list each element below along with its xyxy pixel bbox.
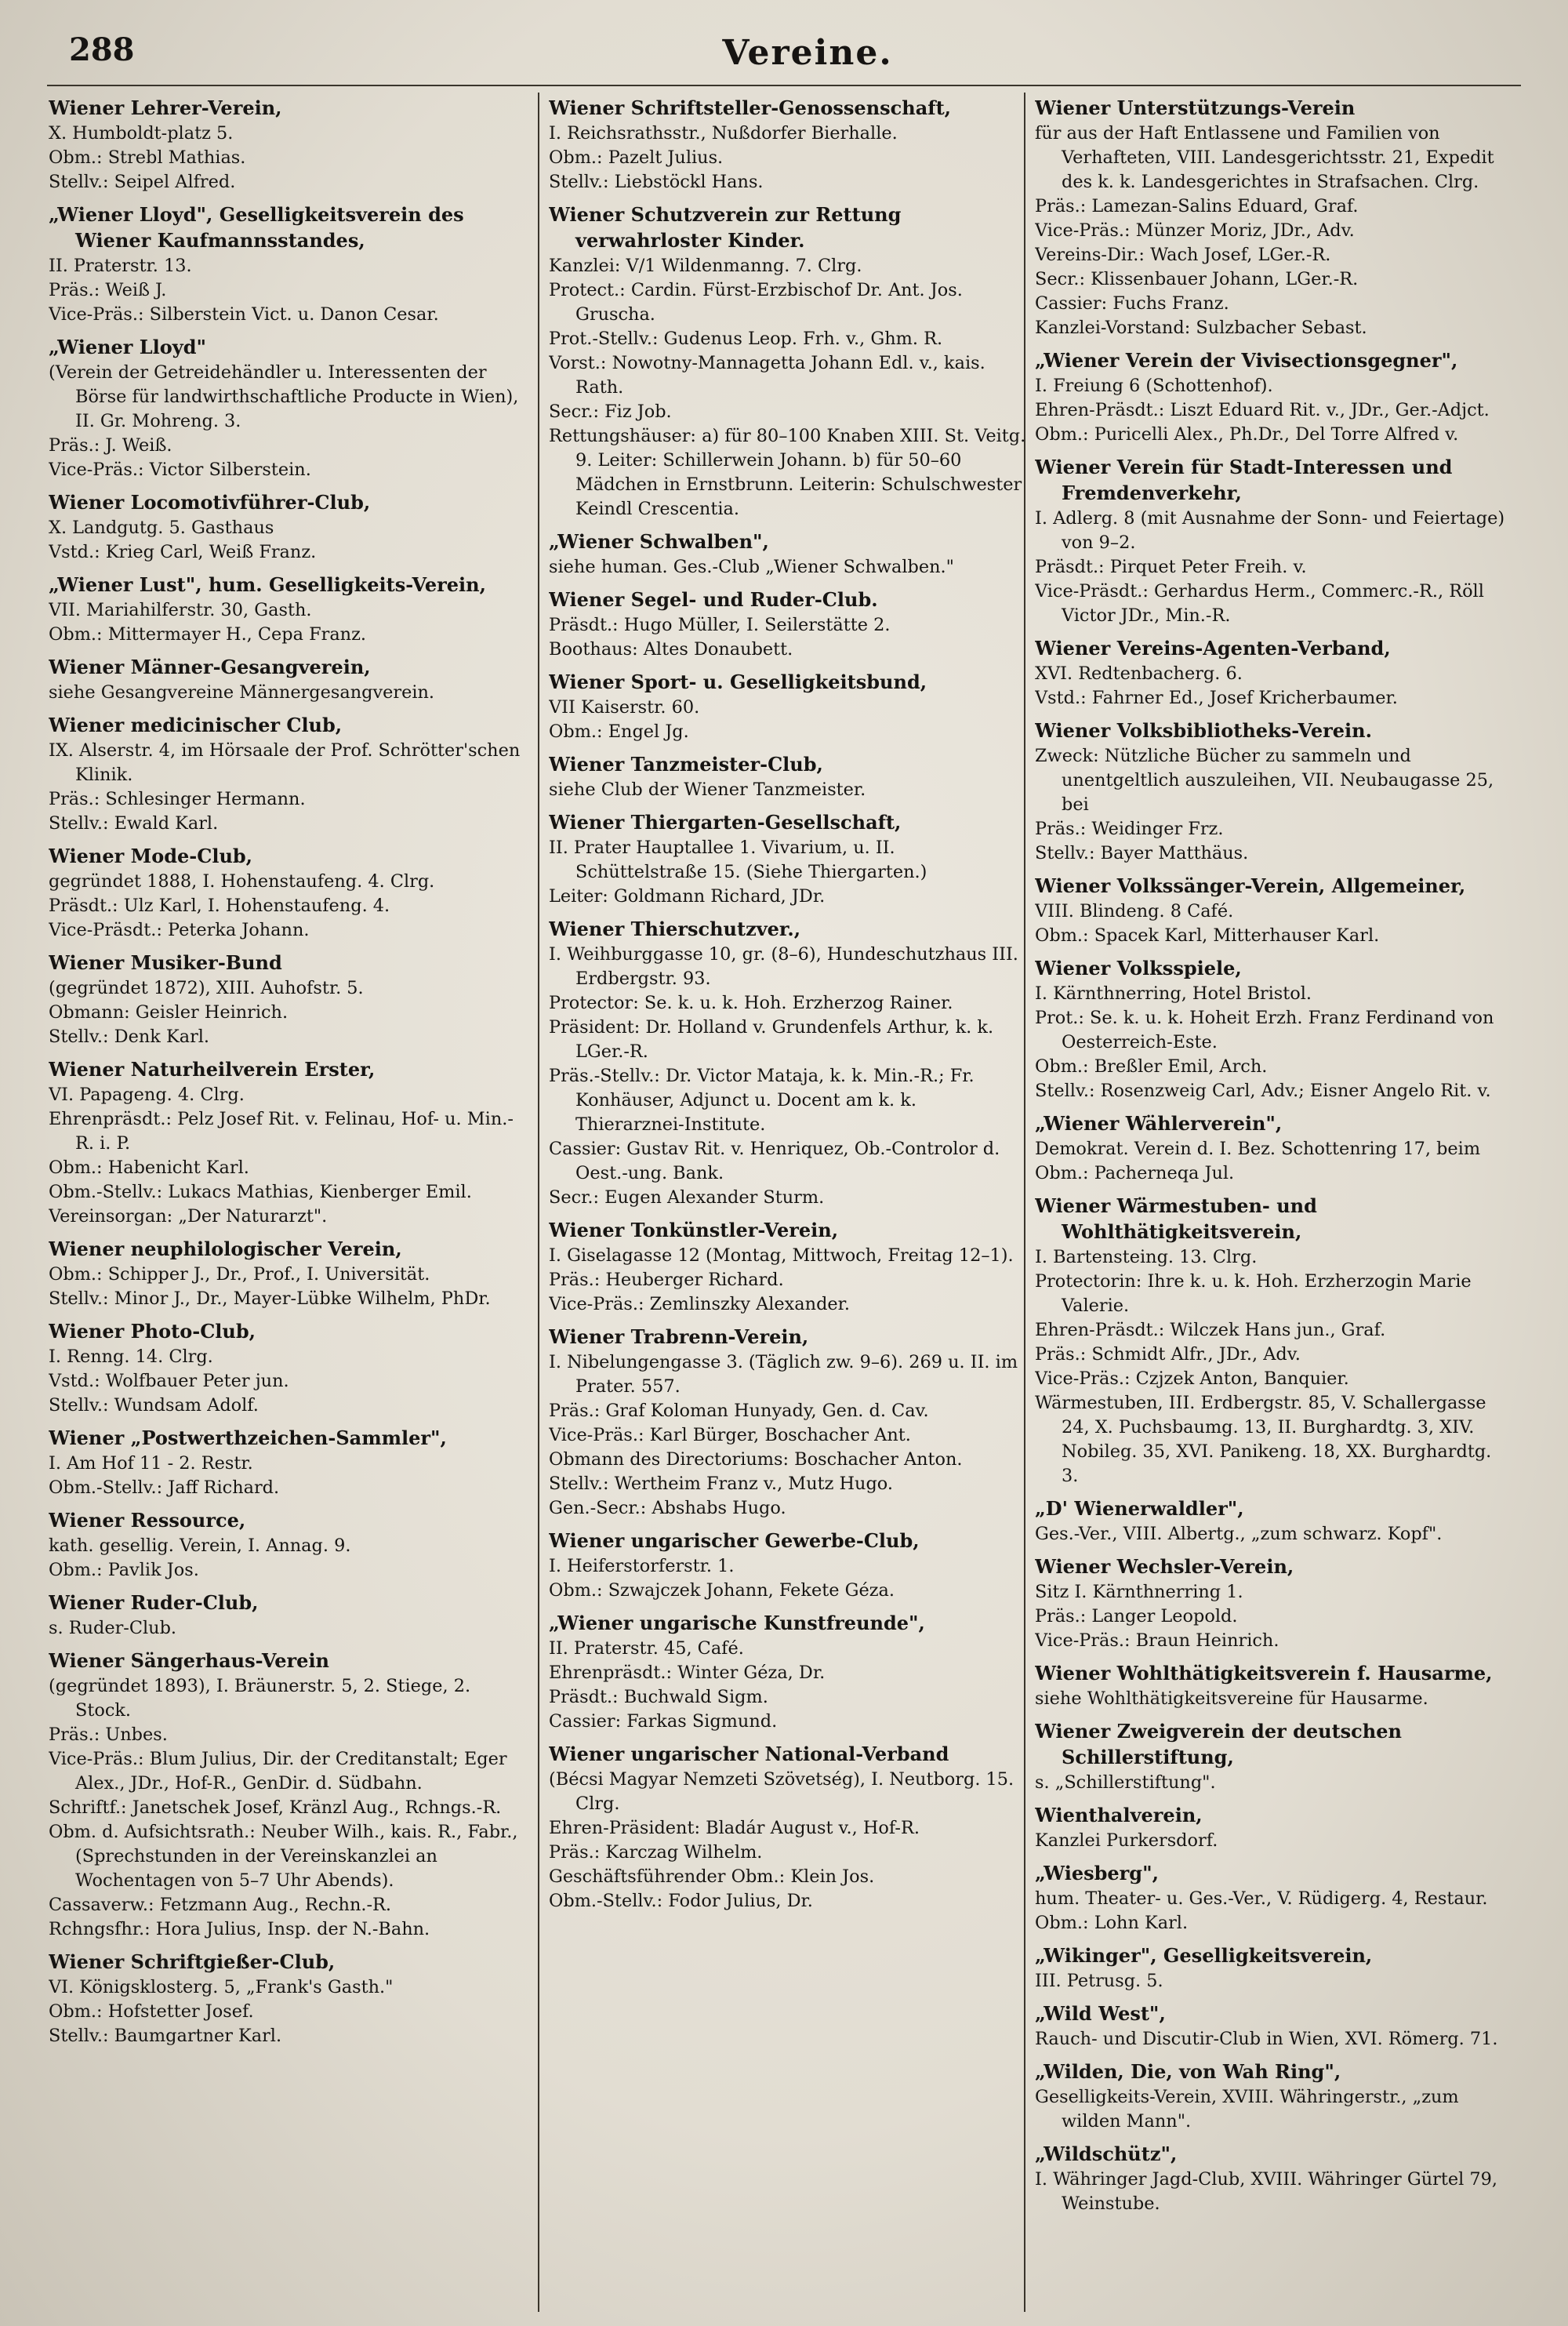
entry-heading: „Wiener Lloyd" [49,336,207,358]
entry-heading: „Wiener Lust", hum. Geselligkeits-Verein, [49,573,486,596]
entry-heading: Wiener Thierschutzver., [549,918,801,940]
directory-entry [1035,1803,1513,1853]
entry-line: Präs.: Karczag Wilhelm. [549,1842,763,1863]
entry-line: Präsdt.: Ulz Karl, I. Hohenstaufeng. 4. [49,896,390,916]
directory-entry [1035,636,1513,711]
directory-entry [49,1590,527,1641]
entry-heading: Wiener Sängerhaus-Verein [49,1649,330,1672]
directory-entry [49,1057,527,1229]
entry-line: Obm.: Habenicht Karl. [49,1158,249,1178]
entry-line: Obm.: Hofstetter Josef. [49,2001,254,2022]
entry-heading: Wiener Ressource, [49,1509,246,1532]
entry-line: s. „Schillerstiftung". [1035,1772,1216,1793]
entry-line: Stellv.: Bayer Matthäus. [1035,843,1249,863]
directory-entry [549,1611,1027,1734]
entry-line: Vice-Präs.: Karl Bürger, Boschacher Ant. [549,1425,911,1445]
entry-line: Obm.: Breßler Emil, Arch. [1035,1056,1268,1077]
entry-heading: „Wiener ungarische Kunstfreunde", [549,1612,925,1634]
entry-heading: Wienthalverein, [1035,1804,1203,1826]
directory-entry [49,1950,527,2048]
entry-line: Vice-Präs.: Victor Silberstein. [49,460,311,480]
entry-line: Ehren-Präsident: Bladár August v., Hof-R. [549,1818,920,1838]
directory-entry [1035,2059,1513,2134]
entry-line: III. Petrusg. 5. [1035,1971,1163,1991]
directory-entry [49,202,527,327]
directory-entry [49,335,527,482]
entry-line: VI. Königsklosterg. 5, „Frank's Gasth." [49,1977,394,1997]
entry-line: Cassier: Gustav Rit. v. Henriquez, Ob.-Controlor d. Oest.-ung. Bank. [549,1139,1000,1183]
entry-heading: Wiener Volksspiele, [1035,957,1242,979]
entry-line: hum. Theater- u. Ges.-Ver., V. Rüdigerg. 4, Restaur. [1035,1888,1488,1909]
directory-entry [1035,1194,1513,1488]
directory-entry [549,587,1027,662]
entry-line: s. Ruder-Club. [49,1618,177,1638]
directory-entry [49,950,527,1049]
directory-entry [49,844,527,943]
directory-entry [1035,1661,1513,1711]
entry-line: Wärmestuben, III. Erdbergstr. 85, V. Schallergasse 24, X. Puchsbaumg. 13, II. Burghardtg. 3, XIV. Nobileg. 35, XVI. Panikeng. 18, XX. Burghardtg. 3. [1035,1393,1492,1486]
entry-heading: Wiener neuphilologischer Verein, [49,1238,402,1260]
entry-line: Stellv.: Seipel Alfred. [49,172,236,192]
entry-line: Secr.: Klissenbauer Johann, LGer.-R. [1035,269,1359,289]
column-2 [549,96,1027,2307]
entry-heading: Wiener Naturheilverein Erster, [49,1058,376,1081]
entry-line: Stellv.: Denk Karl. [49,1027,210,1047]
directory-entry [49,1237,527,1311]
entry-line: Präsdt.: Buchwald Sigm. [549,1687,768,1707]
directory-entry [1035,1111,1513,1186]
directory-entry [1035,348,1513,447]
entry-line: Cassier: Fuchs Franz. [1035,293,1229,314]
entry-line: Vice-Präs.: Blum Julius, Dir. der Creditanstalt; Eger Alex., JDr., Hof-R., GenDir. d. Südbahn. [49,1749,507,1794]
entry-line: VII Kaiserstr. 60. [549,697,700,718]
entry-line: Geselligkeits-Verein, XVIII. Währingerstr., „zum wilden Mann". [1035,2087,1459,2132]
entry-line: Obm.: Pazelt Julius. [549,147,724,168]
entry-heading: Wiener Männer-Gesangverein, [49,656,371,678]
entry-line: Obm. d. Aufsichtsrath.: Neuber Wilh., kais. R., Fabr., (Sprechstunden in der Vereinskanzlei an Wochentagen von 5–7 Uhr Abends). [49,1822,518,1891]
entry-heading: Wiener ungarischer Gewerbe-Club, [549,1529,920,1552]
entry-line: Obm.-Stellv.: Jaff Richard. [49,1477,280,1498]
entry-line: Obm.: Strebl Mathias. [49,147,246,168]
entry-line: Ges.-Ver., VIII. Albertg., „zum schwarz. Kopf". [1035,1524,1443,1544]
entry-line: Gen.-Secr.: Abshabs Hugo. [549,1498,786,1518]
entry-line: siehe Gesangvereine Männergesangverein. [49,682,435,703]
entry-line: Vice-Präs.: Zemlinszky Alexander. [549,1294,851,1314]
directory-entry [49,490,527,565]
directory-entry [49,655,527,705]
directory-entry [549,529,1027,580]
entry-line: Cassaverw.: Fetzmann Aug., Rechn.-R. [49,1895,392,1915]
entry-heading: Wiener Volksbibliotheks-Verein. [1035,719,1372,742]
entry-line: Boothaus: Altes Donaubett. [549,639,793,660]
directory-entry [549,1742,1027,1913]
entry-heading: Wiener Schutzverein zur Rettung verwahrloster Kinder. [549,203,902,252]
entry-line: Präs.: J. Weiß. [49,435,172,456]
entry-line: X. Landgutg. 5. Gasthaus [49,518,274,538]
page-title: Vereine. [722,33,893,73]
directory-entry [49,572,527,647]
directory-entry [1035,718,1513,866]
directory-entry [549,96,1027,194]
entry-line: Stellv.: Wertheim Franz v., Mutz Hugo. [549,1474,894,1494]
directory-entry [549,670,1027,744]
entry-line: Vstd.: Krieg Carl, Weiß Franz. [49,542,317,562]
entry-line: I. Renng. 14. Clrg. [49,1347,213,1367]
entry-line: X. Humboldt-platz 5. [49,123,234,144]
entry-heading: „Wilden, Die, von Wah Ring", [1035,2060,1341,2083]
directory-entry [49,96,527,194]
directory-entry [549,752,1027,802]
entry-line: Obm.: Spacek Karl, Mitterhauser Karl. [1035,925,1380,946]
entry-line: Vorst.: Nowotny-Mannagetta Johann Edl. v., kais. Rath. [549,353,985,398]
page-number: 288 [69,31,135,68]
entry-line: Präs.: Heuberger Richard. [549,1270,784,1290]
directory-entry [549,1325,1027,1521]
entry-line: Ehren-Präsdt.: Wilczek Hans jun., Graf. [1035,1320,1386,1340]
entry-line: Obm.: Lohn Karl. [1035,1913,1189,1933]
entry-line: Vice-Präs.: Braun Heinrich. [1035,1630,1279,1651]
entry-line: Präsdt.: Pirquet Peter Freih. v. [1035,557,1307,577]
directory-entry [1035,874,1513,948]
entry-heading: „Wiener Wählerverein", [1035,1112,1283,1135]
entry-line: I. Heiferstorferstr. 1. [549,1556,735,1576]
column-1 [49,96,527,2307]
entry-line: I. Am Hof 11 - 2. Restr. [49,1453,253,1474]
entry-line: Obm.: Pavlik Jos. [49,1560,199,1580]
directory-entry [549,1218,1027,1317]
entry-heading: Wiener Tonkünstler-Verein, [549,1219,839,1241]
entry-line: für aus der Haft Entlassene und Familien von Verhafteten, VIII. Landesgerichtsstr. 21, Expedit des k. k. Landesgerichtes in Strafsachen. Clrg. [1035,123,1494,192]
entry-line: Präsident: Dr. Holland v. Grundenfels Arthur, k. k. LGer.-R. [549,1017,994,1062]
entry-line: Obm.: Mittermayer H., Cepa Franz. [49,624,367,645]
entry-line: Präs.-Stellv.: Dr. Victor Mataja, k. k. Min.-R.; Fr. Konhäuser, Adjunct u. Docent am k. k. Thierarznei-Institute. [549,1066,975,1135]
entry-line: I. Kärnthnerring, Hotel Bristol. [1035,983,1312,1004]
directory-entry [549,810,1027,909]
directory-entry [1035,2142,1513,2216]
entry-line: Präs.: Unbes. [49,1725,168,1745]
entry-line: Stellv.: Wundsam Adolf. [49,1395,259,1416]
entry-line: Vice-Präs.: Czjzek Anton, Banquier. [1035,1368,1349,1389]
directory-entry [49,713,527,836]
entry-heading: Wiener Lehrer-Verein, [49,96,282,119]
entry-line: Präs.: Graf Koloman Hunyady, Gen. d. Cav. [549,1401,929,1421]
entry-line: Vstd.: Wolfbauer Peter jun. [49,1371,289,1391]
entry-line: I. Adlerg. 8 (mit Ausnahme der Sonn- und Feiertage) von 9–2. [1035,508,1505,553]
directory-entry [1035,96,1513,340]
entry-line: Obmann des Directoriums: Boschacher Anton. [549,1449,963,1470]
entry-heading: Wiener „Postwerthzeichen-Sammler", [49,1426,447,1449]
column-3 [1035,96,1513,2307]
entry-heading: Wiener Vereins-Agenten-Verband, [1035,637,1391,660]
entry-line: (gegründet 1872), XIII. Auhofstr. 5. [49,978,364,998]
entry-line: VIII. Blindeng. 8 Café. [1035,901,1234,921]
entry-line: I. Währinger Jagd-Club, XVIII. Währinger Gürtel 79, Weinstube. [1035,2169,1497,2214]
directory-entry [1035,1554,1513,1653]
entry-line: Vice-Präsdt.: Peterka Johann. [49,920,310,940]
entry-line: Präs.: Schlesinger Hermann. [49,789,306,809]
entry-line: Geschäftsführender Obm.: Klein Jos. [549,1866,875,1887]
entry-line: Prot.: Se. k. u. k. Hoheit Erzh. Franz Ferdinand von Oesterreich-Este. [1035,1008,1494,1052]
entry-heading: „Wiesberg", [1035,1862,1159,1884]
entry-heading: Wiener Segel- und Ruder-Club. [549,588,878,611]
entry-line: Protector: Se. k. u. k. Hoh. Erzherzog Rainer. [549,993,953,1013]
entry-heading: Wiener Zweigverein der deutschen Schillerstiftung, [1035,1720,1402,1768]
entry-heading: Wiener Wohlthätigkeitsverein f. Hausarme, [1035,1662,1493,1685]
entry-heading: Wiener Sport- u. Geselligkeitsbund, [549,671,927,693]
directory-entry [1035,455,1513,628]
entry-line: Obm.-Stellv.: Fodor Julius, Dr. [549,1891,813,1911]
entry-line: I. Nibelungengasse 3. (Täglich zw. 9–6). 269 u. II. im Prater. 557. [549,1352,1018,1397]
entry-line: Vereinsorgan: „Der Naturarzt". [49,1206,328,1227]
column-divider [538,93,539,2312]
entry-line: Ehrenpräsdt.: Winter Géza, Dr. [549,1663,826,1683]
entry-line: VI. Papageng. 4. Clrg. [49,1085,245,1105]
entry-heading: Wiener Musiker-Bund [49,951,282,974]
entry-line: Obmann: Geisler Heinrich. [49,1002,289,1023]
entry-line: Vice-Präs.: Münzer Moriz, JDr., Adv. [1035,220,1355,241]
entry-heading: Wiener Ruder-Club, [49,1591,259,1614]
entry-line: Präs.: Weidinger Frz. [1035,819,1224,839]
entry-line: Stellv.: Minor J., Dr., Mayer-Lübke Wilhelm, PhDr. [49,1288,491,1309]
entry-line: Präsdt.: Hugo Müller, I. Seilerstätte 2. [549,615,891,635]
entry-line: Präs.: Weiß J. [49,280,167,300]
entry-line: (Verein der Getreidehändler u. Interessenten der Börse für landwirthschaftliche Producte in Wien), II. Gr. Mohreng. 3. [49,362,519,431]
directory-entry [49,1648,527,1942]
directory-entry [1035,2001,1513,2052]
entry-line: I. Giselagasse 12 (Montag, Mittwoch, Freitag 12–1). [549,1245,1014,1266]
entry-line: Stellv.: Ewald Karl. [49,813,219,834]
entry-heading: Wiener Mode-Club, [49,845,253,867]
directory-entry [549,202,1027,522]
entry-line: Ehren-Präsdt.: Liszt Eduard Rit. v., JDr., Ger.-Adjct. [1035,400,1490,420]
entry-heading: Wiener Trabrenn-Verein, [549,1325,809,1348]
entry-line: Vice-Präsdt.: Gerhardus Herm., Commerc.-R., Röll Victor JDr., Min.-R. [1035,581,1484,626]
entry-heading: Wiener Schriftsteller-Genossenschaft, [549,96,952,119]
directory-entry [49,1508,527,1583]
entry-line: Obm.: Pacherneqa Jul. [1035,1163,1235,1183]
entry-heading: Wiener Volkssänger-Verein, Allgemeiner, [1035,874,1466,897]
directory-entry [1035,1719,1513,1795]
entry-line: siehe human. Ges.-Club „Wiener Schwalben." [549,557,954,577]
entry-line: Obm.: Puricelli Alex., Ph.Dr., Del Torre Alfred v. [1035,424,1459,445]
entry-line: Protect.: Cardin. Fürst-Erzbischof Dr. Ant. Jos. Gruscha. [549,280,963,325]
entry-heading: Wiener ungarischer National-Verband [549,1743,949,1765]
entry-line: Prot.-Stellv.: Gudenus Leop. Frh. v., Ghm. R. [549,329,943,349]
entry-line: Sitz I. Kärnthnerring 1. [1035,1582,1243,1602]
entry-line: Vereins-Dir.: Wach Josef, LGer.-R. [1035,245,1331,265]
entry-line: Vstd.: Fahrner Ed., Josef Kricherbaumer. [1035,688,1398,708]
entry-line: I. Reichsrathsstr., Nußdorfer Bierhalle. [549,123,898,144]
entry-heading: Wiener Wärmestuben- und Wohlthätigkeitsverein, [1035,1194,1317,1243]
directory-entry [49,1426,527,1500]
entry-line: Obm.-Stellv.: Lukacs Mathias, Kienberger Emil. [49,1182,472,1202]
entry-heading: „Wild West", [1035,2002,1166,2025]
entry-heading: Wiener Locomotivführer-Club, [49,491,371,514]
entry-line: Vice-Präs.: Silberstein Vict. u. Danon Cesar. [49,304,439,325]
entry-line: Kanzlei Purkersdorf. [1035,1830,1218,1851]
entry-line: Präs.: Langer Leopold. [1035,1606,1238,1626]
entry-heading: Wiener Schriftgießer-Club, [49,1950,336,1973]
entry-line: Demokrat. Verein d. I. Bez. Schottenring 17, beim [1035,1139,1481,1159]
entry-line: II. Praterstr. 13. [49,256,192,276]
entry-line: Schriftf.: Janetschek Josef, Kränzl Aug., Rchngs.-R. [49,1797,502,1818]
entry-line: Secr.: Fiz Job. [549,402,672,422]
entry-heading: Wiener Unterstützungs-Verein [1035,96,1356,119]
entry-heading: „Wiener Verein der Vivisectionsgegner", [1035,349,1458,372]
entry-line: Secr.: Eugen Alexander Sturm. [549,1187,825,1208]
entry-heading: Wiener Wechsler-Verein, [1035,1555,1294,1578]
entry-line: Zweck: Nützliche Bücher zu sammeln und unentgeltlich auszuleihen, VII. Neubaugasse 25, bei [1035,746,1494,815]
entry-heading: „Wiener Lloyd", Geselligkeitsverein des Wiener Kaufmannsstandes, [49,203,464,252]
directory-entry [549,1528,1027,1603]
entry-line: Cassier: Farkas Sigmund. [549,1711,778,1732]
entry-heading: Wiener Verein für Stadt-Interessen und Fremdenverkehr, [1035,456,1453,504]
entry-line: Ehrenpräsdt.: Pelz Josef Rit. v. Felinau, Hof- u. Min.-R. i. P. [49,1109,514,1154]
entry-line: II. Prater Hauptallee 1. Vivarium, u. II. Schüttelstraße 15. (Siehe Thiergarten.) [549,838,927,882]
entry-line: kath. gesellig. Verein, I. Annag. 9. [49,1536,351,1556]
entry-line: Obm.: Schipper J., Dr., Prof., I. Universität. [49,1264,430,1285]
entry-heading: „Wikinger", Geselligkeitsverein, [1035,1944,1373,1967]
directory-entry [49,1319,527,1418]
entry-line: (Bécsi Magyar Nemzeti Szövetség), I. Neutborg. 15. Clrg. [549,1769,1014,1814]
entry-line: Stellv.: Baumgartner Karl. [49,2026,282,2046]
entry-line: Kanzlei: V/1 Wildenmanng. 7. Clrg. [549,256,862,276]
entry-line: Stellv.: Rosenzweig Carl, Adv.; Eisner Angelo Rit. v. [1035,1081,1491,1101]
entry-line: Präs.: Lamezan-Salins Eduard, Graf. [1035,196,1359,216]
entry-line: Obm.: Szwajczek Johann, Fekete Géza. [549,1580,895,1601]
directory-entry [1035,1496,1513,1546]
entry-line: Rauch- und Discutir-Club in Wien, XVI. Römerg. 71. [1035,2029,1498,2049]
entry-line: Leiter: Goldmann Richard, JDr. [549,886,826,907]
entry-line: Rchngsfhr.: Hora Julius, Insp. der N.-Bahn. [49,1919,430,1939]
entry-line: Protectorin: Ihre k. u. k. Hoh. Erzherzogin Marie Valerie. [1035,1271,1472,1316]
entry-line: Stellv.: Liebstöckl Hans. [549,172,764,192]
entry-line: siehe Club der Wiener Tanzmeister. [549,780,866,800]
entry-heading: Wiener medicinischer Club, [49,714,343,736]
entry-line: gegründet 1888, I. Hohenstaufeng. 4. Clrg. [49,871,435,892]
entry-line: II. Praterstr. 45, Café. [549,1638,744,1659]
entry-line: Obm.: Engel Jg. [549,721,689,742]
entry-line: siehe Wohlthätigkeitsvereine für Hausarme. [1035,1688,1428,1709]
entry-line: XVI. Redtenbacherg. 6. [1035,663,1243,684]
entry-line: Rettungshäuser: a) für 80–100 Knaben XIII. St. Veitg. 9. Leiter: Schillerwein Johann. b) für 50–60 Mädchen in Ernstbrunn. Leiterin: Schulschwester Keindl Crescentia. [549,426,1026,519]
entry-line: Kanzlei-Vorstand: Sulzbacher Sebast. [1035,318,1367,338]
entry-heading: Wiener Tanzmeister-Club, [549,753,823,776]
entry-heading: Wiener Photo-Club, [49,1320,256,1343]
directory-entry [1035,1943,1513,1993]
entry-line: VII. Mariahilferstr. 30, Gasth. [49,600,312,620]
entry-line: I. Weihburggasse 10, gr. (8–6), Hundeschutzhaus III. Erdbergstr. 93. [549,944,1018,989]
directory-entry [1035,1861,1513,1935]
entry-heading: Wiener Thiergarten-Gesellschaft, [549,811,902,834]
entry-heading: „Wiener Schwalben", [549,530,769,553]
entry-line: Präs.: Schmidt Alfr., JDr., Adv. [1035,1344,1301,1365]
entry-line: (gegründet 1893), I. Bräunerstr. 5, 2. Stiege, 2. Stock. [49,1676,471,1721]
entry-line: IX. Alserstr. 4, im Hörsaale der Prof. Schrötter'schen Klinik. [49,740,521,785]
directory-entry [1035,956,1513,1103]
entry-line: I. Bartensteing. 13. Clrg. [1035,1247,1258,1267]
entry-line: I. Freiung 6 (Schottenhof). [1035,376,1273,396]
header-rule [47,85,1521,86]
entry-heading: „Wildschütz", [1035,2142,1178,2165]
directory-entry [549,917,1027,1210]
entry-heading: „D' Wienerwaldler", [1035,1497,1244,1520]
